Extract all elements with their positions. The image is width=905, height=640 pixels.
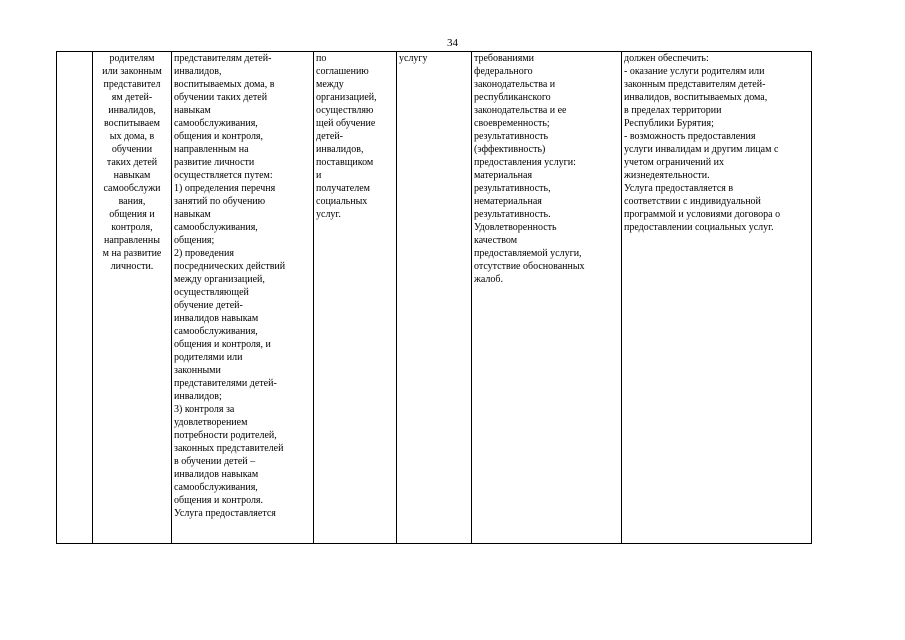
table-cell-quality-indicators: требованиями федерального законодательства и республиканского законодательства и ее своевременность; результативность (эффективность) предоставления услуги: материальная результативность, нематериальная результативность. Удовлетворенность качеством предоставляемой услуги, отсутствие обоснованных жалоб. xyxy=(472,52,622,544)
table-cell-service-terms: по соглашению между организацией, осуществляю щей обучение детей- инвалидов, поставщиком и получателем социальных услуг. xyxy=(314,52,397,544)
table-row xyxy=(57,52,812,544)
table-cell-service-description: представителям детей- инвалидов, воспитываемых дома, в обучении таких детей навыкам самообслуживания, общения и контроля, направленным на развитие личности осуществляется путем: 1) определения перечня занятий по обучению навыкам самообслуживания, общения; 2) проведения посреднических действий между организацией, осуществляющей обучение детей- инвалидов навыкам самообслуживания, общения и контроля, и родителями или законными представителями детей- инвалидов; 3) контроля за удовлетворением потребности родителей, законных представителей в обучении детей – инвалидов навыкам самообслуживания, общения и контроля. Услуга предоставляется xyxy=(172,52,314,544)
page-number: 34 xyxy=(447,37,458,49)
table-cell-price: услугу xyxy=(397,52,472,544)
table-cell-number xyxy=(57,52,93,544)
table-cell-conditions: должен обеспечить: - оказание услуги родителям или законным представителям детей- инвалидов, воспитываемых дома, в пределах территории Республики Бурятия; - возможность предоставления услуги инвалидам и другим лицам с учетом ограничений их жизнедеятельности. Услуга предоставляется в соответствии с индивидуальной программой и условиями договора о предоставлении социальных услуг. xyxy=(622,52,812,544)
services-table xyxy=(56,51,812,544)
table-cell-service-name: родителям или законным представител ям детей- инвалидов, воспитываем ых дома, в обучении таких детей навыкам самообслужи вания, общения и контроля, направленны м на развитие личности. xyxy=(93,52,172,544)
